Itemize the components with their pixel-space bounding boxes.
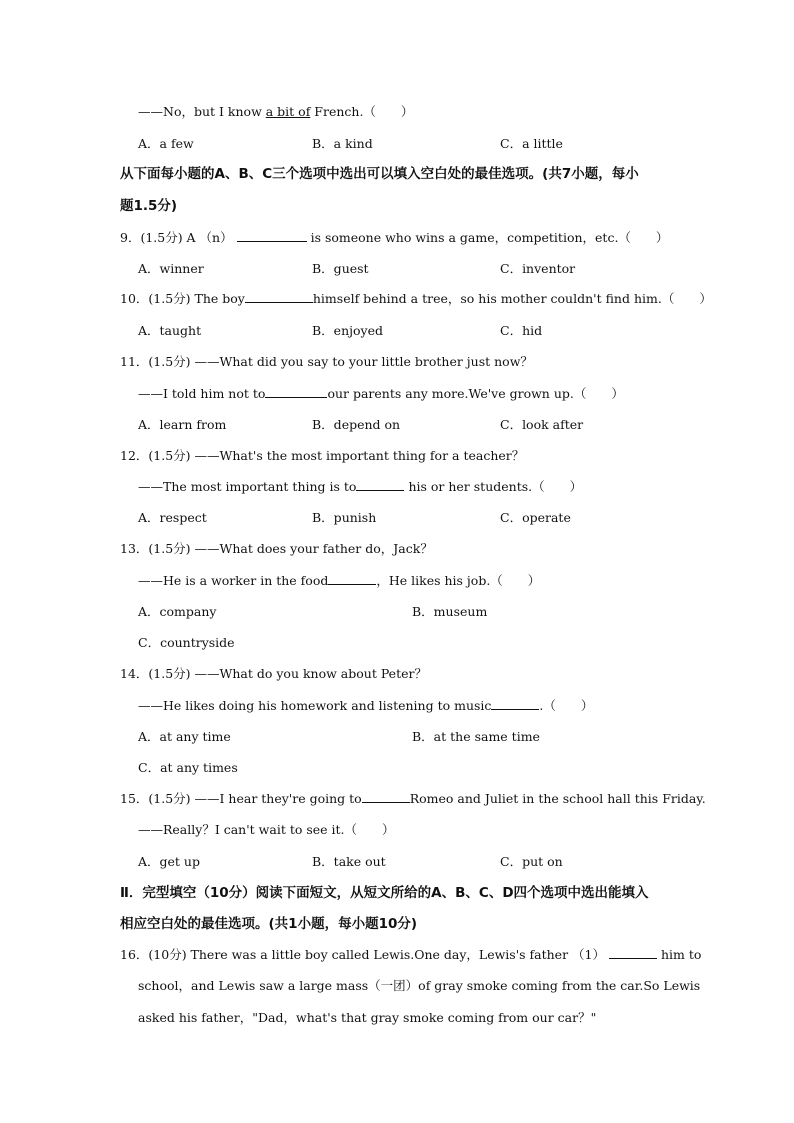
section-heading-1-line2: 题1.5分) [120,198,178,214]
q8-option-b[interactable]: B．a kind [312,136,373,151]
q12-blank[interactable] [356,479,404,491]
q9-blank[interactable] [237,230,307,242]
section-heading-1-line1: 从下面每小题的A、B、C三个选项中选出可以填入空白处的最佳选项。(共7小题，每小 [120,166,639,182]
q12-answer-line [138,479,582,495]
q15-blank[interactable] [362,791,410,803]
q8-answer-line [138,104,413,120]
q9-question [120,230,668,246]
q13-question: 13．(1.5分) ——What does your father do，Jack？ [120,541,433,556]
q14-blank[interactable] [491,698,539,710]
q11-option-c[interactable]: C．look after [500,417,584,432]
q9-option-c[interactable]: C．inventor [500,261,576,276]
q12-question: 12．(1.5分) ——What's the most important thing for a teacher？ [120,448,525,463]
q14-answer-line [138,698,593,714]
q10-blank[interactable] [245,291,313,303]
q12-option-c[interactable]: C．operate [500,510,571,525]
q11-prefix: ——I told him not to [138,386,266,401]
q13-prefix: ——He is a worker in the food [138,573,329,588]
q8-option-a[interactable]: A．a few [138,136,194,151]
q16-line-1 [120,947,701,963]
q13-option-a[interactable]: A．company [138,604,217,619]
q12-suffix: his or her students.（ ） [404,479,583,494]
q13-option-c[interactable]: C．countryside [138,635,235,650]
q8-underlined-phrase: a bit of [265,104,311,119]
q16-line1-prefix: 16．(10分) There was a little boy called Lewis.One day，Lewis's father （1） [120,947,605,962]
q8-answer-prefix: ——No，but I know [138,104,266,119]
q14-prefix: ——He likes doing his homework and listening to music [138,698,492,713]
q10-question [120,291,712,307]
q11-question: 11．(1.5分) ——What did you say to your little brother just now？ [120,354,533,369]
q16-blank-1[interactable] [609,947,657,959]
q9-option-b[interactable]: B．guest [312,261,369,276]
q15-suffix: Romeo and Juliet in the school hall this Friday. [409,791,706,806]
q10-option-c[interactable]: C．hid [500,323,543,338]
q11-suffix: our parents any more.We've grown up.（ ） [327,386,624,401]
q10-prefix: 10．(1.5分) The boy [120,291,245,306]
q15-option-a[interactable]: A．get up [138,854,200,869]
q13-blank[interactable] [328,573,376,585]
section-heading-2-line1: Ⅱ．完型填空（10分）阅读下面短文，从短文所给的A、B、C、D四个选项中选出能填入 [120,885,649,901]
q15-option-b[interactable]: B．take out [312,854,386,869]
q8-option-c[interactable]: C．a little [500,136,563,151]
q15-prefix: 15．(1.5分) ——I hear they're going to [120,791,362,806]
q11-option-b[interactable]: B．depend on [312,417,401,432]
q8-answer-suffix: French.（ ） [310,104,414,119]
q12-option-a[interactable]: A．respect [138,510,207,525]
q9-suffix: is someone who wins a game，competition，etc.（ ） [306,230,669,245]
q14-option-c[interactable]: C．at any times [138,760,238,775]
q12-option-b[interactable]: B．punish [312,510,377,525]
q15-answer-line: ——Really？I can't wait to see it.（ ） [138,822,395,837]
q14-suffix: .（ ） [539,698,594,713]
q9-prefix: 9．(1.5分) A （n） [120,230,233,245]
q10-option-a[interactable]: A．taught [138,323,202,338]
q16-line-3: asked his father，"Dad，what's that gray smoke coming from our car？" [138,1010,597,1025]
q12-prefix: ——The most important thing is to [138,479,357,494]
q14-option-a[interactable]: A．at any time [138,729,231,744]
section-heading-2-line2: 相应空白处的最佳选项。(共1小题，每小题10分) [120,916,418,932]
q11-option-a[interactable]: A．learn from [138,417,227,432]
q9-option-a[interactable]: A．winner [138,261,204,276]
q10-option-b[interactable]: B．enjoyed [312,323,383,338]
q16-line-2: school，and Lewis saw a large mass（一团）of gray smoke coming from the car.So Lewis [138,978,701,993]
q11-answer-line [138,386,624,402]
q15-question [120,791,706,807]
q13-answer-line [138,573,540,589]
q15-option-c[interactable]: C．put on [500,854,563,869]
q16-line1-suffix: him to [656,947,702,962]
q13-option-b[interactable]: B．museum [412,604,488,619]
q14-question: 14．(1.5分) ——What do you know about Peter？ [120,666,427,681]
q14-option-b[interactable]: B．at the same time [412,729,540,744]
q13-suffix: ，He likes his job.（ ） [376,573,541,588]
q11-blank[interactable] [265,386,327,398]
q10-suffix: himself behind a tree，so his mother couldn't find him.（ ） [312,291,712,306]
